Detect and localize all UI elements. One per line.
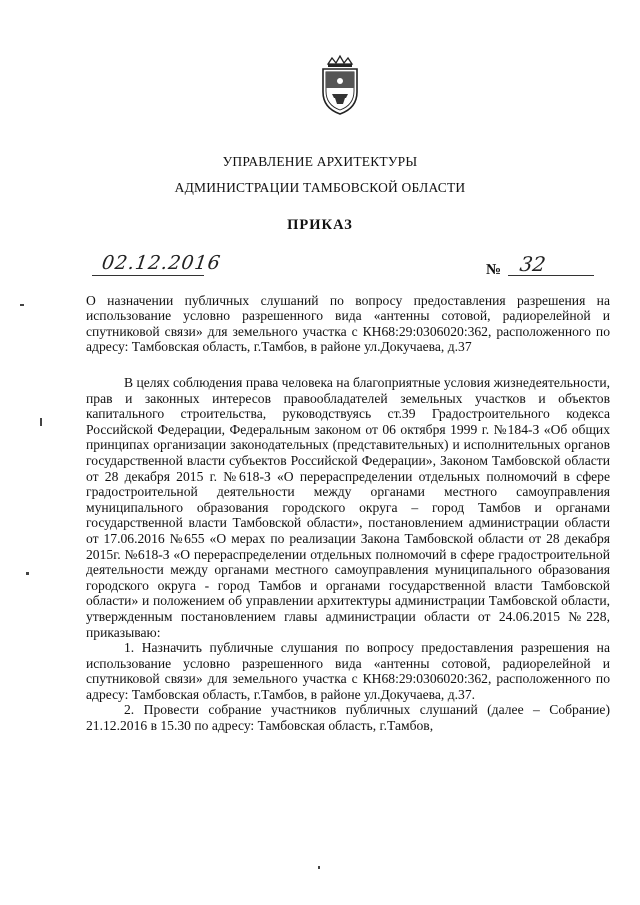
org-name-line2: АДМИНИСТРАЦИИ ТАМБОВСКОЙ ОБЛАСТИ xyxy=(174,180,466,195)
order-body xyxy=(86,375,610,734)
handwritten-number: 32 xyxy=(518,252,548,276)
handwritten-date: 02.12.2016 xyxy=(100,252,223,274)
coat-of-arms-icon xyxy=(318,54,362,116)
order-item-2: 2. Провести собрание участников публичных слушаний (далее – Собрание) 21.12.2016 в 15.30 по адресу: Тамбовская область, г.Тамбов, xyxy=(86,702,610,734)
order-item-1: 1. Назначить публичные слушания по вопросу предоставления разрешения на использование условно разрешенного вида «антенны сотовой, радиорелейной и спутниковой связи» для земельного участка с КН68:29:0306020:362, расположенного по адресу: Тамбовская область, г.Тамбов, в районе ул.Докучаева, д.37. xyxy=(86,640,610,702)
preamble-paragraph: В целях соблюдения права человека на благоприятные условия жизнедеятельности, прав и законных интересов правообладателей земельных участков и объектов капитального строительства, руководствуясь ст.39 Градостроительного кодекса Российской Федерации, Федеральным законом от 06 октября 1999 г. №184-З «Об общих принципах организации законодательных (представительных) и исполнительных органов государственной власти субъектов Российской Федерации», Законом Тамбовской области от 28 декабря 2015 г. №618-З «О перераспределении отдельных полномочий в сфере градостроительной деятельности между органами местного самоуправления муниципального образования городского округа – город Тамбов и органами государственной власти Тамбовской области», постановлением администрации области от 17.06.2016 №655 «О мерах по реализации Закона Тамбовской области от 28 декабря 2015г. №618-З «О перераспределении отдельных полномочий в сфере градостроительной деятельности между органами местного самоуправления муниципального образования городского округа - город Тамбов и органами государственной власти Тамбовской области» и положением об управлении архитектуры администрации Тамбовской области, утвержденным постановлением главы администрации области от 24.06.2015 №228, приказываю: xyxy=(86,375,610,640)
date-field xyxy=(92,252,223,282)
scan-mark xyxy=(318,866,320,869)
scan-mark xyxy=(26,572,29,575)
order-subject: О назначении публичных слушаний по вопросу предоставления разрешения на использование условно разрешенного вида «антенны сотовой, радиорелейной и спутниковой связи» для земельного участка с КН68:29:0306020:362, расположенного по адресу: Тамбовская область, г.Тамбов, в районе ул.Докучаева, д.37 xyxy=(86,293,610,355)
scan-mark xyxy=(20,304,24,306)
number-field xyxy=(508,252,594,282)
document-title: ПРИКАЗ xyxy=(287,217,353,233)
org-name-line1: УПРАВЛЕНИЕ АРХИТЕКТУРЫ xyxy=(222,154,418,169)
scan-mark xyxy=(40,418,42,426)
number-label: № xyxy=(486,262,502,278)
